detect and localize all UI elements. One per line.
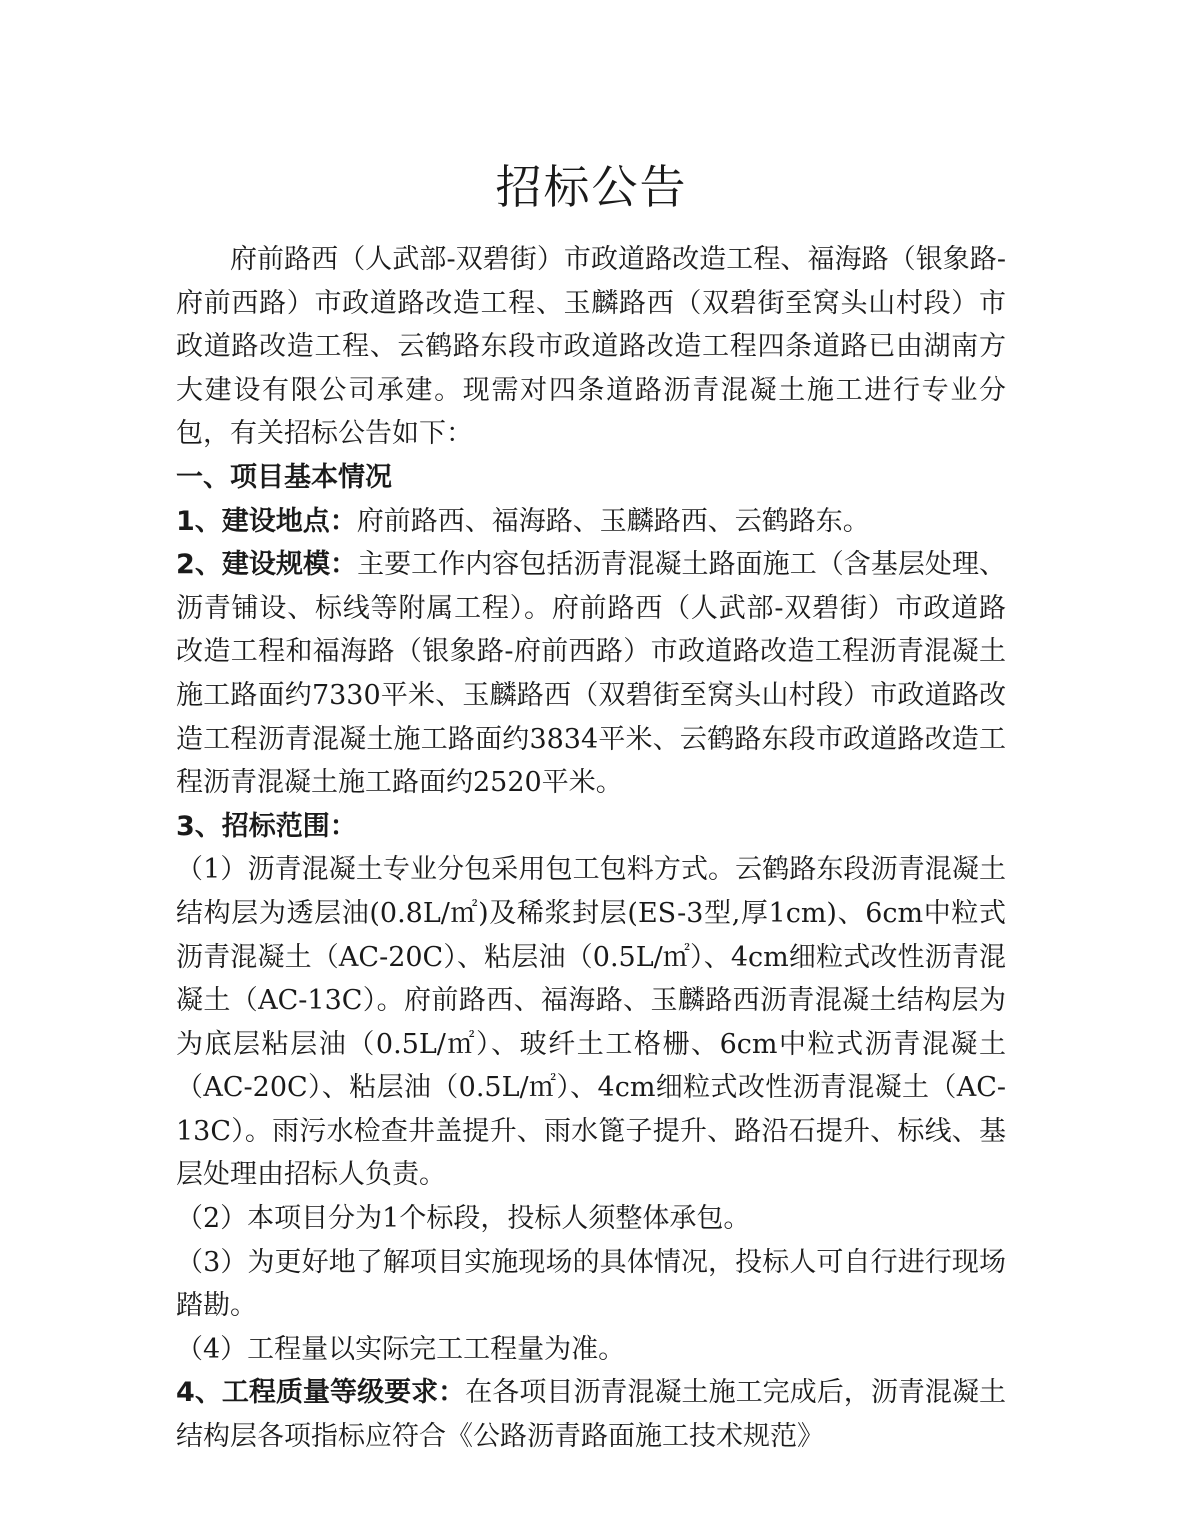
item-quality-requirement [176, 1371, 1006, 1458]
scope-paragraph-2: （2）本项目分为1个标段，投标人须整体承包。 [176, 1203, 751, 1235]
document-body [176, 238, 1006, 1459]
scope-paragraph-1: （1）沥青混凝土专业分包采用包工包料方式。云鹤路东段沥青混凝土结构层为透层油(0.8L/㎡)及稀浆封层(ES-3型,厚1cm)、6cm中粒式沥青混凝土（AC-20C）、粘层油（0.5L/㎡）、4cm细粒式改性沥青混凝土（AC-13C）。府前路西、福海路、玉麟路西沥青混凝土结构层为为底层粘层油（0.5L/㎡）、玻纤土工格栅、6cm中粒式沥青混凝土（AC-20C）、粘层油（0.5L/㎡）、4cm细粒式改性沥青混凝土（AC-13C）。雨污水检查井盖提升、雨水篦子提升、路沿石提升、标线、基层处理由招标人负责。 [176, 854, 1006, 1191]
item-text: 在各项目沥青混凝土施工完成后，沥青混凝土结构层各项指标应符合《公路沥青路面施工技术规范》 [176, 1377, 1006, 1453]
item-label: 4、工程质量等级要求： [176, 1377, 466, 1409]
item-bidding-scope-label: 3、招标范围： [176, 810, 357, 842]
item-text: 府前路西、福海路、玉麟路西、云鹤路东。 [356, 505, 870, 537]
item-label: 1、建设地点： [176, 505, 357, 537]
item-construction-location [176, 500, 1006, 544]
item-label: 2、建设规模： [176, 549, 358, 581]
item-construction-scale [176, 543, 1006, 805]
document-title: 招标公告 [495, 160, 688, 214]
item-text: 主要工作内容包括沥青混凝土路面施工（含基层处理、沥青铺设、标线等附属工程）。府前路西（人武部-双碧街）市政道路改造工程和福海路（银象路-府前西路）市政道路改造工程沥青混凝土施工路面约7330平米、玉麟路西（双碧街至窝头山村段）市政道路改造工程沥青混凝土施工路面约3834平米、云鹤路东段市政道路改造工程沥青混凝土施工路面约2520平米。 [176, 549, 1006, 799]
section-heading-basic-info: 一、项目基本情况 [176, 461, 392, 493]
scope-paragraph-4: （4）工程量以实际完工工程量为准。 [176, 1333, 626, 1365]
intro-paragraph: 府前路西（人武部-双碧街）市政道路改造工程、福海路（银象路-府前西路）市政道路改造工程、玉麟路西（双碧街至窝头山村段）市政道路改造工程、云鹤路东段市政道路改造工程四条道路已由湖南方大建设有限公司承建。现需对四条道路沥青混凝土施工进行专业分包，有关招标公告如下： [176, 244, 1006, 450]
scope-paragraph-3: （3）为更好地了解项目实施现场的具体情况，投标人可自行进行现场踏勘。 [176, 1246, 1006, 1322]
